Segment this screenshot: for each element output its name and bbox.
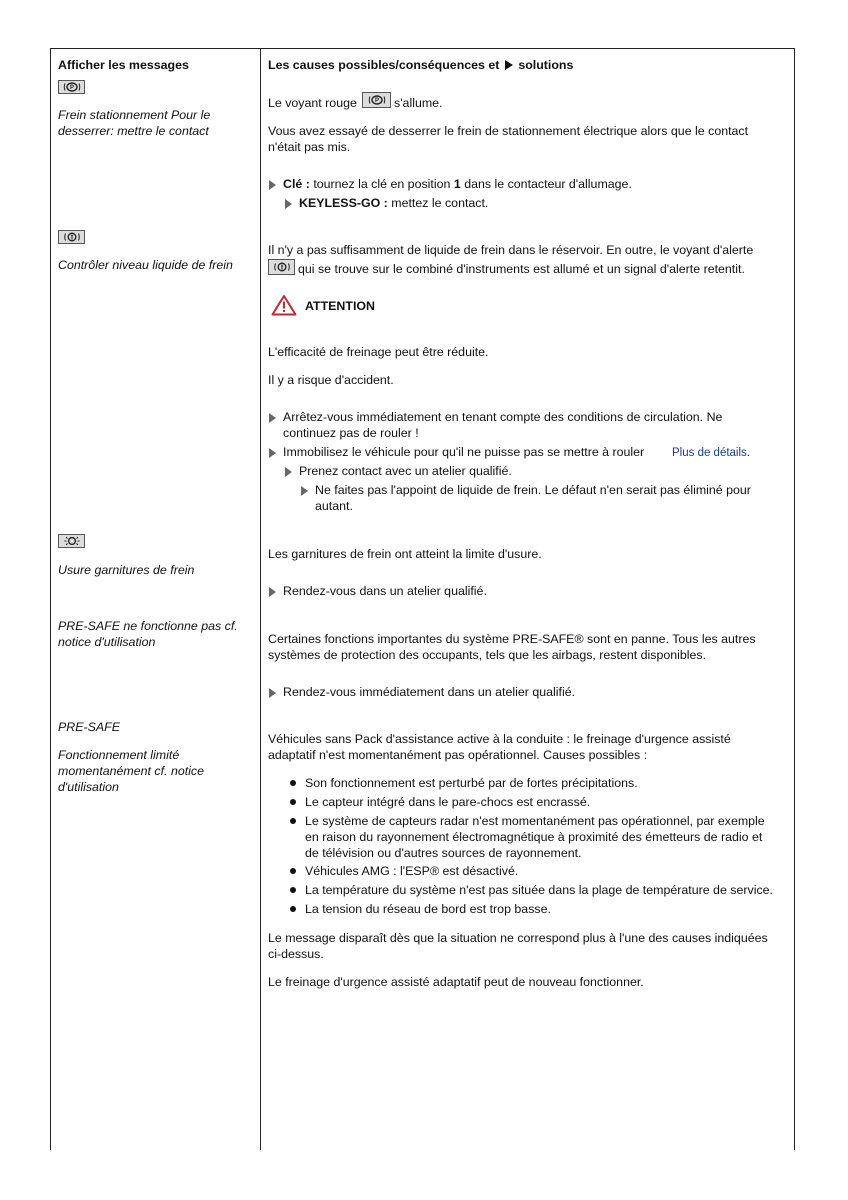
step-keyless-label: KEYLESS-GO : <box>299 196 388 210</box>
step-arrow-icon <box>285 199 292 209</box>
step-arrow-icon <box>285 467 292 477</box>
header-solutions-label: solutions <box>518 58 574 72</box>
fluid-step4-line2: autant. <box>315 499 353 513</box>
brake-warning-icon <box>58 230 85 244</box>
step-arrow-icon <box>269 688 276 698</box>
presafe1-step1: Rendez-vous immédiatement dans un atelier qualifié. <box>283 685 576 699</box>
presafe2-bullet1: Son fonctionnement est perturbé par de fortes précipitations. <box>305 776 638 790</box>
lamp-text-after: s'allume. <box>394 96 443 110</box>
step-key-label: Clé : <box>283 177 310 191</box>
presafe2-bullet3-line2: en raison du rayonnement électromagnétique à proximité des émetteurs de radio et <box>305 830 763 844</box>
header-causes-label: Les causes possibles/conséquences et <box>268 58 500 72</box>
presafe1-p1-line1: Certaines fonctions importantes du système PRE-SAFE® sont en panne. Tous les autres <box>268 632 756 646</box>
fluid-step1-line2: continuez pas de rouler ! <box>283 426 419 440</box>
fluid-p1-line1: Il n'y a pas suffisamment de liquide de frein dans le réservoir. En outre, le voyant d'alerte <box>268 243 754 257</box>
warning-label: ATTENTION <box>305 299 375 313</box>
bullet-dot <box>290 780 296 786</box>
parking-brake-icon <box>58 80 85 94</box>
bullet-dot <box>290 818 296 824</box>
link-period: . <box>746 445 751 459</box>
step-arrow-icon <box>301 486 308 496</box>
svg-text:P: P <box>374 98 379 105</box>
message-presafe-limited-line2: momentanément cf. notice <box>58 764 205 778</box>
step-arrow-icon <box>269 448 276 458</box>
step-arrow-icon <box>269 587 276 597</box>
parking-step-keyless <box>299 196 488 212</box>
fluid-step2-link-wrap <box>672 445 750 462</box>
presafe2-bullet4: Véhicules AMG : l'ESP® est désactivé. <box>305 864 519 878</box>
header-display-messages: Afficher les messages <box>58 58 189 72</box>
presafe2-p2-line2: ci-dessus. <box>268 947 324 961</box>
message-brake-fluid: Contrôler niveau liquide de frein <box>58 258 233 272</box>
parking-p2-line1: Vous avez essayé de desserrer le frein de stationnement électrique alors que le contact <box>268 124 749 138</box>
play-triangle-icon <box>505 60 513 70</box>
message-brake-pads: Usure garnitures de frein <box>58 563 195 577</box>
step-keyless-text: mettez le contact. <box>391 196 489 210</box>
presafe2-bullet3-line3: de télévision ou d'autres sources de rayonnement. <box>305 846 582 860</box>
message-parking-brake: Frein stationnement Pour le desserrer: mettre le contact <box>58 108 211 138</box>
presafe2-bullet3-line1: Le système de capteurs radar n'est momentanément pas opérationnel, par exemple <box>305 814 765 828</box>
presafe2-p1-line1: Véhicules sans Pack d'assistance active à la conduite : le freinage d'urgence assisté <box>268 732 731 746</box>
presafe1-p1-line2: systèmes de protection des occupants, tels que les airbags, restent disponibles. <box>268 648 707 662</box>
table-top-border <box>50 48 795 49</box>
brake-pad-wear-icon <box>58 534 85 548</box>
presafe2-bullet5: La température du système n'est pas située dans la plage de température de service. <box>305 883 773 897</box>
fluid-step3-text: Prenez contact avec un atelier qualifié. <box>299 464 512 478</box>
fluid-step2-text: Immobilisez le véhicule pour qu'il ne puisse pas se mettre à rouler <box>283 445 645 459</box>
warning-triangle-icon <box>271 294 297 321</box>
step-key-text-a: tournez la clé en position <box>313 177 451 191</box>
presafe2-p3: Le freinage d'urgence assisté adaptatif peut de nouveau fonctionner. <box>268 975 644 989</box>
pads-step1: Rendez-vous dans un atelier qualifié. <box>283 584 487 598</box>
step-key-text-b: dans le contacteur d'allumage. <box>464 177 632 191</box>
bullet-dot <box>290 799 296 805</box>
message-presafe-fault-line2: notice d'utilisation <box>58 635 156 649</box>
fluid-p1-line2: qui se trouve sur le combiné d'instruments est allumé et un signal d'alerte retentit. <box>298 262 745 276</box>
presafe2-bullet6: La tension du réseau de bord est trop basse. <box>305 902 551 916</box>
presafe2-p1-line2: adaptatif n'est momentanément pas opérationnel. Causes possibles : <box>268 748 648 762</box>
bullet-dot <box>290 887 296 893</box>
message-presafe-limited-line3: d'utilisation <box>58 780 119 794</box>
presafe2-bullet2: Le capteur intégré dans le pare-chocs est encrassé. <box>305 795 591 809</box>
more-details-link[interactable]: Plus de détails <box>672 447 747 459</box>
parking-red-lamp-text <box>268 96 357 112</box>
svg-text:P: P <box>69 85 74 92</box>
fluid-step1-line1: Arrêtez-vous immédiatement en tenant compte des conditions de circulation. Ne <box>283 410 723 424</box>
parking-step-key <box>283 177 632 193</box>
message-presafe-fault-line1: PRE-SAFE ne fonctionne pas cf. <box>58 619 238 633</box>
message-presafe-title: PRE-SAFE <box>58 720 120 734</box>
message-presafe-limited-line1: Fonctionnement limité <box>58 748 180 762</box>
table-left-border <box>50 48 51 1150</box>
bullet-dot <box>290 906 296 912</box>
pads-p1: Les garnitures de frein ont atteint la limite d'usure. <box>268 547 542 561</box>
header-causes-solutions <box>268 58 573 74</box>
fluid-step4-line1: Ne faites pas l'appoint de liquide de frein. Le défaut n'en serait pas éliminé pour <box>315 483 751 497</box>
bullet-dot <box>290 868 296 874</box>
step-arrow-icon <box>269 180 276 190</box>
table-right-border <box>794 48 795 1150</box>
step-arrow-icon <box>269 413 276 423</box>
presafe2-p2-line1: Le message disparaît dès que la situation ne correspond plus à l'une des causes indiquées <box>268 931 768 945</box>
fluid-warning-text-1: L'efficacité de freinage peut être réduite. <box>268 345 489 359</box>
brake-warning-inline-icon <box>268 259 295 275</box>
table-column-divider <box>260 48 261 1150</box>
parking-p2-line2: n'était pas mis. <box>268 140 351 154</box>
lamp-text-before: Le voyant rouge <box>268 96 357 110</box>
fluid-warning-text-2: Il y a risque d'accident. <box>268 373 394 387</box>
parking-brake-inline-icon <box>362 92 391 108</box>
step-key-position: 1 <box>453 177 461 191</box>
